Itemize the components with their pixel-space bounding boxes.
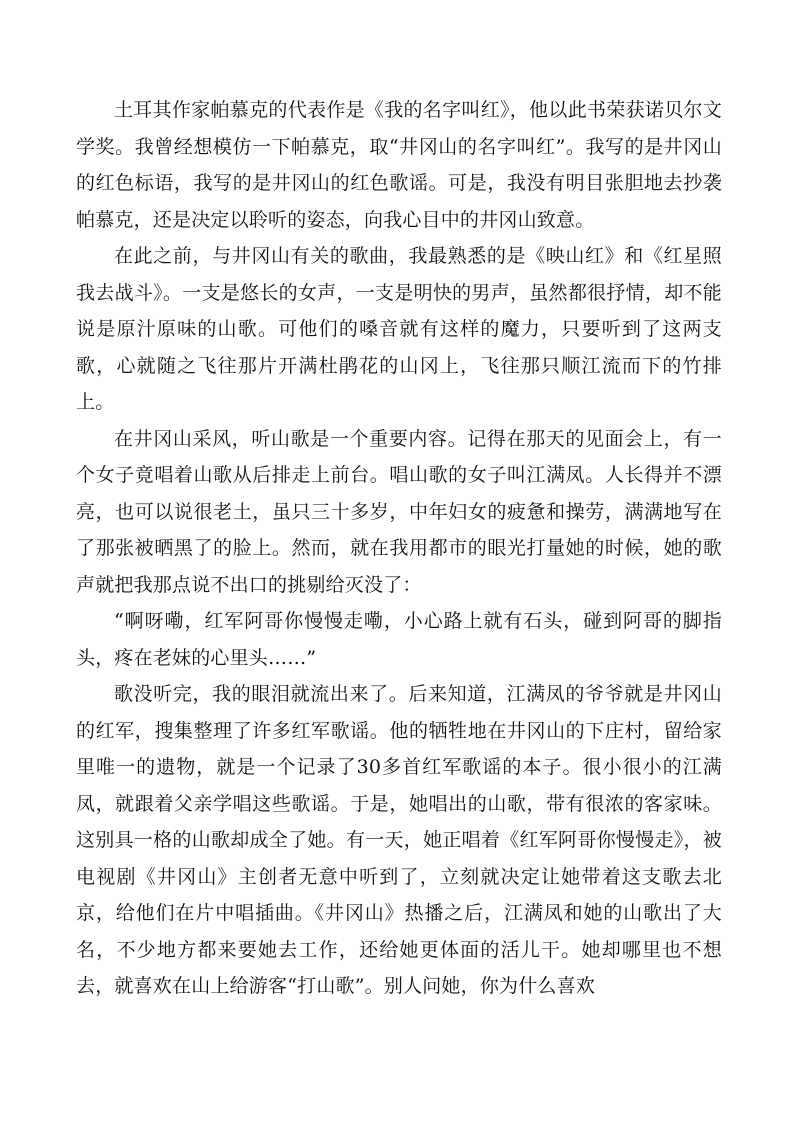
paragraph-5: 歌没听完，我的眼泪就流出来了。后来知道，江满凤的爷爷就是井冈山的红军，搜集整理了许多红军歌谣。他的牺牲地在井冈山的下庄村，留给家里唯一的遗物，就是一个记录了30多首红军歌谣的本子。很小很小的江满凤，就跟着父亲学唱这些歌谣。于是，她唱出的山歌，带有很浓的客家味。这别具一格的山歌却成全了她。有一天，她正唱着《红军阿哥你慢慢走》，被电视剧《井冈山》主创者无意中听到了，立刻就决定让她带着这支歌去北京，给他们在片中唱插曲。《井冈山》热播之后，江满凤和她的山歌出了大名，不少地方都来要她去工作，还给她更体面的活儿干。她却哪里也不想去，就喜欢在山上给游客“打山歌”。别人问她，你为什么喜欢 — [76, 683, 722, 997]
paragraph-1: 土耳其作家帕慕克的代表作是《我的名字叫红》，他以此书荣获诺贝尔文学奖。我曾经想模仿一下帕慕克，取“井冈山的名字叫红”。我写的是井冈山的红色标语，我写的是井冈山的红色歌谣。可是，我没有明目张胆地去抄袭帕慕克，还是决定以聆听的姿态，向我心目中的井冈山致意。 — [76, 99, 722, 231]
paragraph-3: 在井冈山采风，听山歌是一个重要内容。记得在那天的见面会上，有一个女子竟唱着山歌从后排走上前台。唱山歌的女子叫江满凤。人长得并不漂亮，也可以说很老土，虽只三十多岁，中年妇女的疲惫和操劳，满满地写在了那张被晒黑了的脸上。然而，就在我用都市的眼光打量她的时候，她的歌声就把我那点说不出口的挑剔给灭没了： — [76, 427, 722, 596]
paragraph-2: 在此之前，与井冈山有关的歌曲，我最熟悉的是《映山红》和《红星照我去战斗》。一支是悠长的女声，一支是明快的男声，虽然都很抒情，却不能说是原汁原味的山歌。可他们的嗓音就有这样的魔力，只要听到了这两支歌，心就随之飞往那片开满杜鹃花的山冈上，飞往那只顺江流而下的竹排上。 — [76, 245, 722, 413]
document-page — [76, 92, 722, 1005]
paragraph-4-song-quote: “啊呀嘞，红军阿哥你慢慢走嘞，小心路上就有石头，碰到阿哥的脚指头，疼在老妹的心里头……” — [76, 610, 722, 669]
